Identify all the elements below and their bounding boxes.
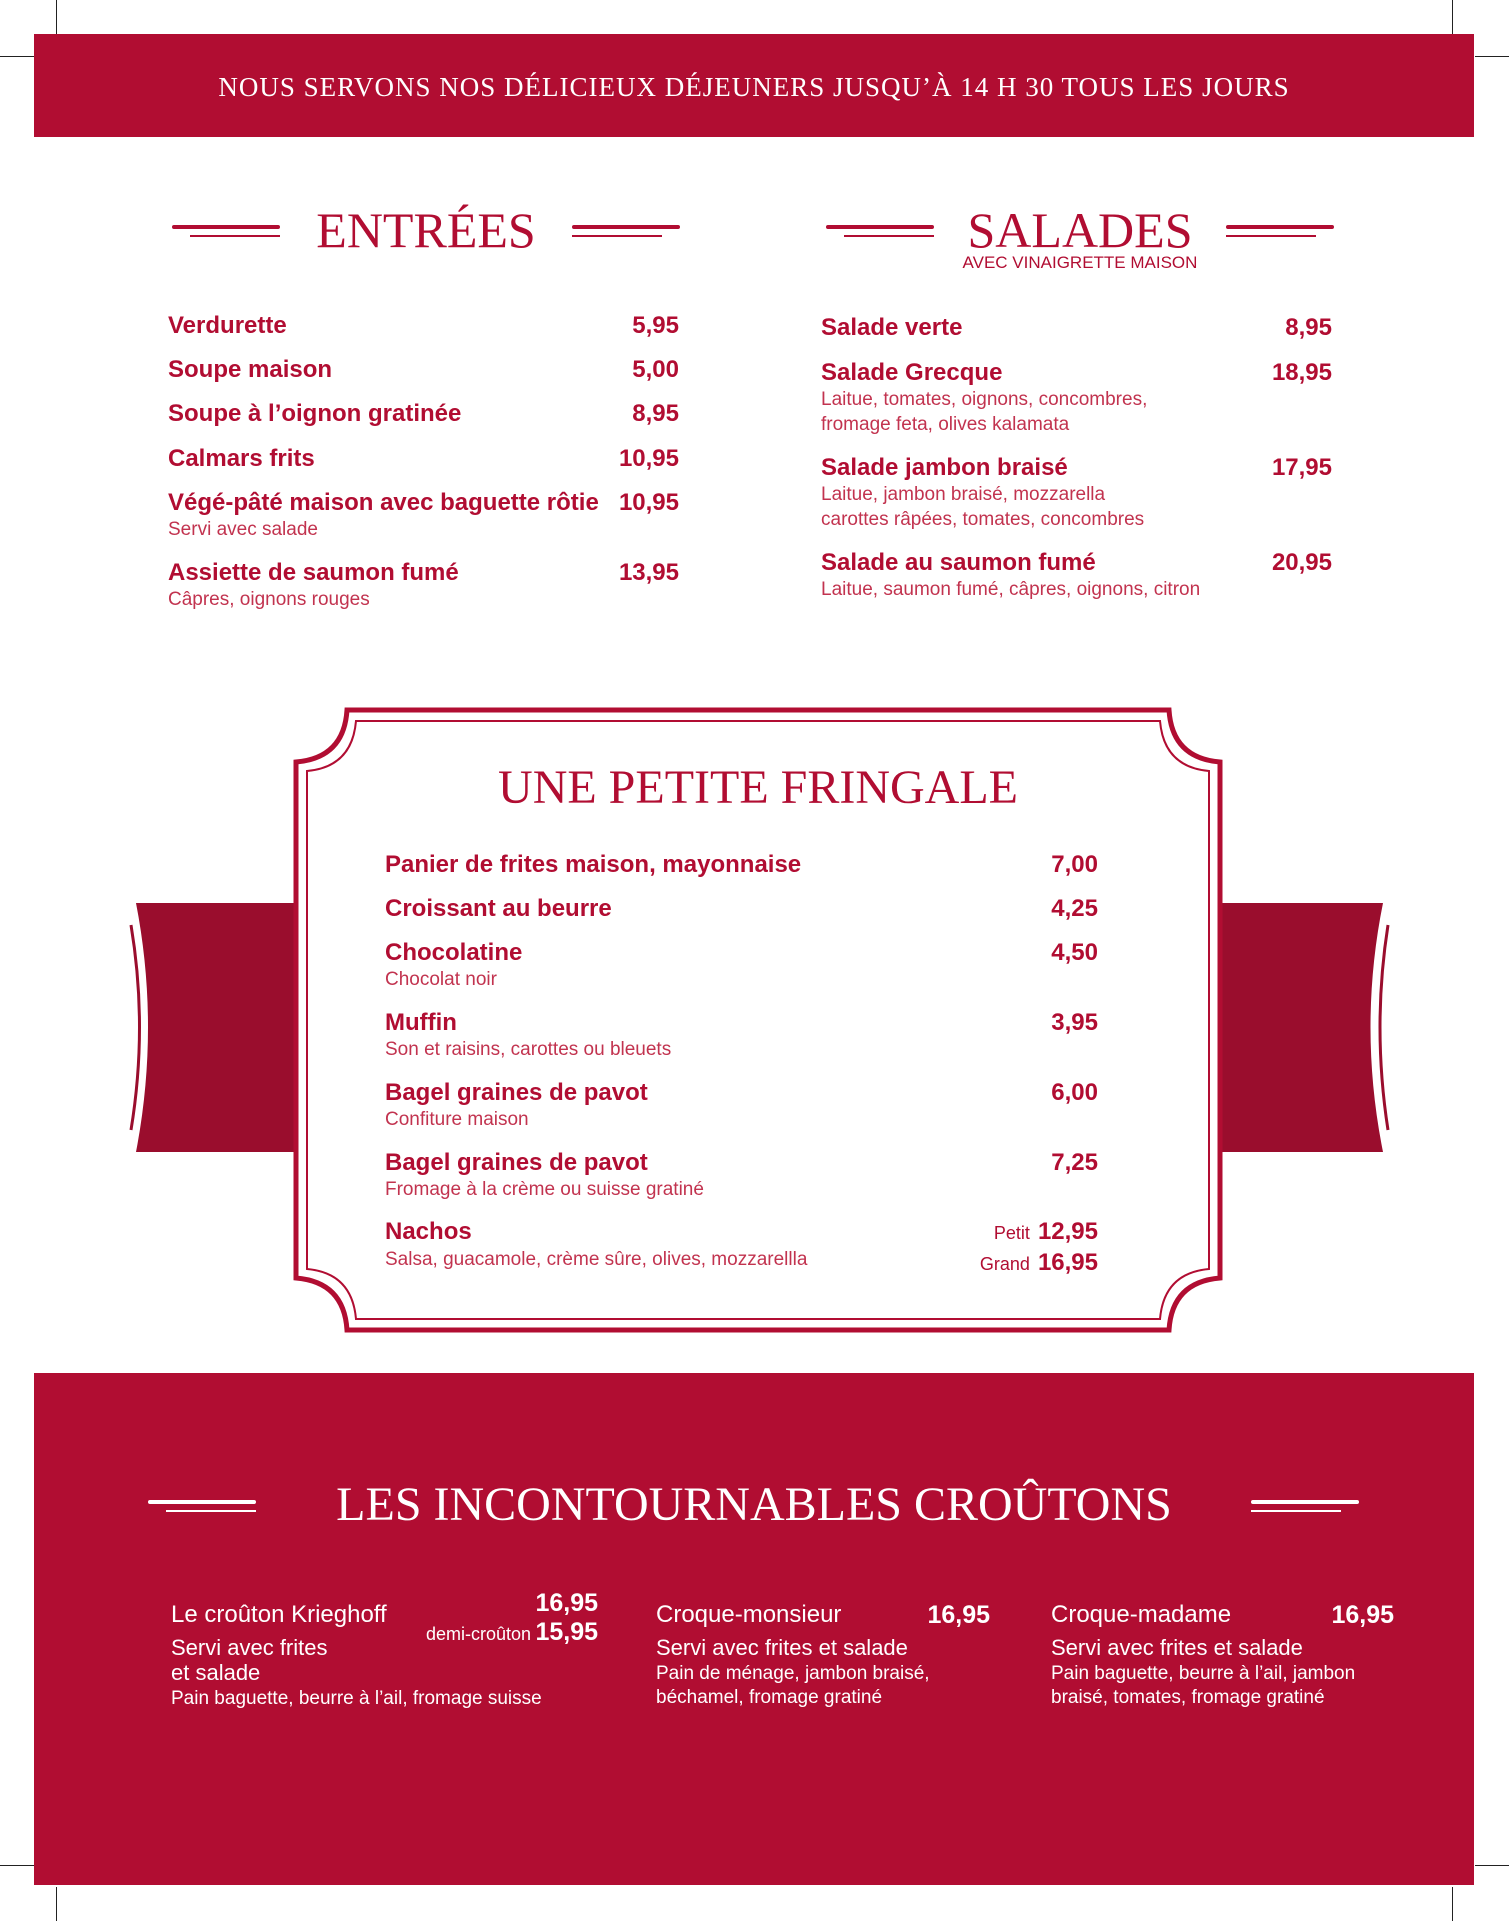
item-description: Laitue, saumon fumé, câpres, oignons, citron (821, 579, 1201, 600)
banner-text: NOUS SERVONS NOS DÉLICIEUX DÉJEUNERS JUSQU’À 14 H 30 TOUS LES JOURS (218, 72, 1290, 102)
menu-item (168, 445, 679, 473)
item-description: fromage feta, olives kalamata (821, 414, 1070, 435)
menu-item (385, 1149, 1098, 1202)
crop-mark (1475, 1865, 1509, 1866)
title-decoration (826, 225, 934, 239)
item-name: Croissant au beurre (385, 895, 612, 922)
crouton-item (171, 1589, 598, 1719)
item-subtitle: Servi avec frites (171, 1635, 328, 1660)
item-price: 4,25 (1051, 895, 1098, 922)
crop-mark (0, 56, 34, 57)
half-size-label: demi-croûton (425, 1624, 531, 1644)
menu-item (168, 312, 679, 340)
item-price: 17,95 (1271, 454, 1332, 481)
menu-item (168, 400, 679, 428)
item-price: 10,95 (618, 489, 679, 516)
item-price: 13,95 (618, 559, 679, 586)
title-decoration (172, 225, 280, 239)
item-description: Câpres, oignons rouges (168, 589, 370, 610)
title-decoration (148, 1500, 256, 1514)
item-price: 8,95 (632, 400, 679, 427)
item-name: Assiette de saumon fumé (168, 559, 459, 586)
menu-item (168, 356, 679, 384)
menu-item (821, 359, 1332, 437)
menu-item (821, 549, 1332, 602)
menu-item (168, 489, 679, 542)
item-price: 16,95 (1037, 1249, 1098, 1276)
item-name: Bagel graines de pavot (385, 1079, 648, 1106)
menu-item (168, 559, 679, 612)
salades-subtitle: AVEC VINAIGRETTE MAISON (962, 253, 1198, 272)
item-description: Pain baguette, beurre à l’ail, fromage suisse (171, 1688, 542, 1709)
size-label-small: Petit (993, 1223, 1030, 1243)
croutons-title: LES INCONTOURNABLES CROÛTONS (336, 1478, 1172, 1531)
item-price: 3,95 (1051, 1009, 1098, 1036)
menu-item (385, 851, 1098, 879)
item-description: braisé, tomates, fromage gratiné (1051, 1687, 1325, 1708)
title-decoration (1251, 1500, 1359, 1514)
item-description: Confiture maison (385, 1109, 529, 1130)
item-subtitle: Servi avec frites et salade (656, 1635, 908, 1660)
item-price: 5,95 (632, 312, 679, 339)
item-subtitle: Servi avec frites et salade (1051, 1635, 1303, 1660)
item-description: Salsa, guacamole, crème sûre, olives, mozzarellla (385, 1249, 808, 1270)
item-name: Nachos (385, 1218, 472, 1245)
title-decoration (1226, 225, 1334, 239)
item-description: Laitue, tomates, oignons, concombres, (821, 389, 1148, 410)
item-name: Muffin (385, 1009, 457, 1036)
item-price: 16,95 (535, 1589, 598, 1617)
menu-item (385, 1009, 1098, 1062)
item-name: Calmars frits (168, 445, 315, 472)
item-name: Bagel graines de pavot (385, 1149, 648, 1176)
item-name: Panier de frites maison, mayonnaise (385, 851, 802, 878)
item-description: Chocolat noir (385, 969, 497, 990)
item-price: 7,00 (1051, 851, 1098, 878)
item-description: Pain baguette, beurre à l’ail, jambon (1051, 1663, 1356, 1684)
item-name: Croque-madame (1051, 1601, 1232, 1628)
item-price: 18,95 (1271, 359, 1332, 386)
item-price: 6,00 (1051, 1079, 1098, 1106)
crop-mark (0, 1865, 34, 1866)
salades-title: SALADES (967, 202, 1193, 258)
item-price: 16,95 (927, 1601, 990, 1629)
item-name: Salade verte (821, 314, 963, 341)
entrees-title: ENTRÉES (316, 202, 536, 258)
item-price: 15,95 (535, 1618, 598, 1646)
crop-mark (1452, 1887, 1453, 1921)
item-name: Soupe maison (168, 356, 333, 383)
item-price: 16,95 (1331, 1601, 1394, 1629)
item-name: Le croûton Krieghoff (171, 1601, 387, 1628)
menu-item (385, 939, 1098, 992)
item-price: 8,95 (1285, 314, 1332, 341)
item-price: 10,95 (618, 445, 679, 472)
menu-item (385, 895, 1098, 923)
menu-item-nachos (385, 1218, 1098, 1278)
crop-mark (1452, 0, 1453, 34)
item-name: Chocolatine (385, 939, 523, 966)
crop-mark (56, 0, 57, 34)
item-name: Salade au saumon fumé (821, 549, 1096, 576)
item-name: Croque-monsieur (656, 1601, 842, 1628)
item-name: Salade Grecque (821, 359, 1003, 386)
menu-item (821, 454, 1332, 532)
item-price: 5,00 (632, 356, 679, 383)
crouton-item (1051, 1601, 1394, 1711)
item-subtitle: et salade (171, 1660, 261, 1685)
item-name: Verdurette (168, 312, 287, 339)
menu-item (385, 1079, 1098, 1132)
size-label-large: Grand (979, 1254, 1030, 1274)
item-price: 4,50 (1051, 939, 1098, 966)
item-description: béchamel, fromage gratiné (656, 1687, 883, 1708)
item-description: Laitue, jambon braisé, mozzarella (821, 484, 1106, 505)
item-name: Végé-pâté maison avec baguette rôtie (168, 489, 599, 516)
item-price: 12,95 (1037, 1218, 1098, 1245)
item-name: Salade jambon braisé (821, 454, 1068, 481)
item-description: Son et raisins, carottes ou bleuets (385, 1039, 672, 1060)
item-price: 20,95 (1271, 549, 1332, 576)
item-name: Soupe à l’oignon gratinée (168, 400, 462, 427)
crop-mark (1475, 56, 1509, 57)
item-description: carottes râpées, tomates, concombres (821, 509, 1145, 530)
menu-item (821, 314, 1332, 342)
fringale-title: UNE PETITE FRINGALE (498, 761, 1018, 814)
top-banner (34, 34, 1474, 137)
item-price: 7,25 (1051, 1149, 1098, 1176)
item-description: Fromage à la crème ou suisse gratiné (385, 1179, 704, 1200)
item-description: Pain de ménage, jambon braisé, (656, 1663, 930, 1684)
crouton-item (656, 1601, 990, 1711)
item-description: Servi avec salade (168, 519, 318, 540)
crop-mark (56, 1887, 57, 1921)
title-decoration (572, 225, 680, 239)
